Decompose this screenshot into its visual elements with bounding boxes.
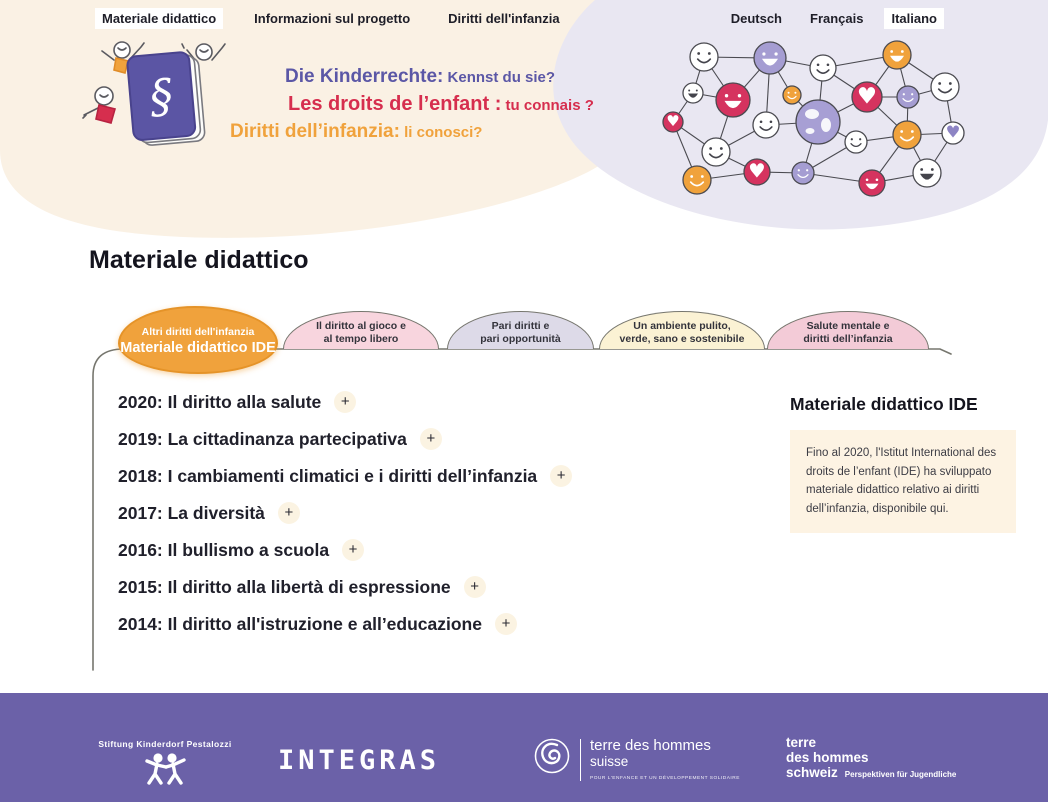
svg-text:§: § xyxy=(147,68,176,125)
svg-text:♥: ♥ xyxy=(748,159,766,183)
footer xyxy=(0,693,1048,802)
main-nav xyxy=(95,8,567,29)
tab-salute-line1: Salute mentale e xyxy=(806,320,890,332)
material-item-2016[interactable] xyxy=(118,539,572,561)
pestalozzi-label: Stiftung Kinderdorf Pestalozzi xyxy=(98,739,232,749)
material-item-2017[interactable] xyxy=(118,502,572,524)
tdh-suisse-line1: terre des hommes xyxy=(590,737,711,754)
aside-title: Materiale didattico IDE xyxy=(790,394,978,414)
footer-logo-pestalozzi[interactable] xyxy=(90,739,240,786)
tdh-schweiz-line3: schweiz xyxy=(786,765,838,780)
aside-info-text: Fino al 2020, l'Istitut International des droits de l’enfant (IDE) ha sviluppato materiale didattico relativo ai diritti dell’infanzia, disponibile qui. xyxy=(806,447,997,515)
svg-text:♥: ♥ xyxy=(945,122,961,142)
tab-pari-line2: pari opportunità xyxy=(480,333,561,345)
material-item-label: 2019: La cittadinanza partecipativa xyxy=(118,428,407,449)
material-item-label: 2014: Il diritto all'istruzione e all’educazione xyxy=(118,613,482,634)
material-item-2020[interactable] xyxy=(118,391,572,413)
site-title[interactable] xyxy=(230,64,594,146)
svg-text:♥: ♥ xyxy=(666,112,680,131)
kid-figure-red xyxy=(83,87,115,123)
nav-item-informazioni-sul-progetto[interactable]: Informazioni sul progetto xyxy=(254,11,411,26)
language-nav xyxy=(724,8,944,29)
site-title-fr: Les droits de l’enfant : tu connais ? xyxy=(288,93,594,115)
material-item-2015[interactable] xyxy=(118,576,572,598)
footer-logo-integras[interactable] xyxy=(278,745,440,776)
tdh-schweiz-line2: des hommes xyxy=(786,750,869,765)
material-item-2018[interactable] xyxy=(118,465,572,487)
tab-materiale-ide-line2: Materiale didattico IDE xyxy=(120,339,276,356)
site-title-it: Diritti dell’infanzia: li conosci? xyxy=(230,121,483,142)
tdh-schweiz-tagline: Perspektiven für Jugendliche xyxy=(844,770,957,779)
material-item-label: 2017: La diversità xyxy=(118,502,265,523)
materials-list xyxy=(118,391,572,650)
page-title: Materiale didattico xyxy=(89,246,309,274)
nav-item-diritti-dellinfanzia[interactable]: Diritti dell'infanzia xyxy=(448,11,560,26)
expand-button[interactable]: + xyxy=(464,576,486,598)
nav-item-materiale-didattico[interactable]: Materiale didattico xyxy=(95,8,223,29)
lang-deutsch[interactable]: Deutsch xyxy=(730,11,782,26)
material-item-label: 2015: Il diritto alla libertà di espressione xyxy=(118,576,451,597)
material-item-label: 2016: Il bullismo a scuola xyxy=(118,539,330,560)
lang-francais[interactable]: Français xyxy=(810,11,864,26)
tab-pari-line1: Pari diritti e xyxy=(491,320,550,332)
material-item-label: 2018: I cambiamenti climatici e i diritti dell’infanzia xyxy=(118,465,538,486)
expand-button[interactable]: + xyxy=(342,539,364,561)
tab-ambiente-line1: Un ambiente pulito, xyxy=(633,320,731,332)
expand-button[interactable]: + xyxy=(334,391,356,413)
lang-italiano[interactable]: Italiano xyxy=(884,8,944,29)
expand-button[interactable]: + xyxy=(278,502,300,524)
material-item-2019[interactable] xyxy=(118,428,572,450)
pestalozzi-figures-icon xyxy=(142,752,188,786)
tdh-suisse-divider xyxy=(580,739,581,781)
tab-ambiente-line2: verde, sano e sostenibile xyxy=(619,333,745,345)
expand-button[interactable]: + xyxy=(550,465,572,487)
site-title-de: Die Kinderrechte: Kennst du sie? xyxy=(285,66,556,87)
tab-materiale-didattico-ide[interactable] xyxy=(118,306,278,374)
expand-button[interactable]: + xyxy=(495,613,517,635)
footer-logo-terre-des-hommes-suisse[interactable] xyxy=(533,737,740,781)
tdh-suisse-line2: suisse xyxy=(590,754,629,769)
material-item-label: 2020: Il diritto alla salute xyxy=(118,391,322,412)
tab-gioco-line2: al tempo libero xyxy=(323,333,399,345)
expand-button[interactable]: + xyxy=(420,428,442,450)
tdh-schweiz-line1: terre xyxy=(786,735,817,750)
material-item-2014[interactable] xyxy=(118,613,572,635)
tab-salute-line2: diritti dell’infanzia xyxy=(803,333,893,345)
site-logo-book-icon[interactable] xyxy=(78,34,248,152)
footer-logo-terre-des-hommes-schweiz[interactable] xyxy=(786,735,956,780)
tdh-suisse-tagline: POUR L'ENFANCE ET UN DÉVELOPPEMENT SOLIDAIRE xyxy=(590,776,740,781)
integras-label: INTEGRAS xyxy=(278,745,441,776)
smiley-network-illustration xyxy=(655,28,995,213)
aside-info-box xyxy=(790,430,1016,533)
book-pages xyxy=(127,51,206,147)
tab-gioco-line1: Il diritto al gioco e xyxy=(316,320,406,332)
tdh-suisse-spiral-icon xyxy=(533,737,571,775)
svg-text:♥: ♥ xyxy=(856,83,878,110)
tab-materiale-ide-line1: Altri diritti dell'infanzia xyxy=(141,325,255,338)
